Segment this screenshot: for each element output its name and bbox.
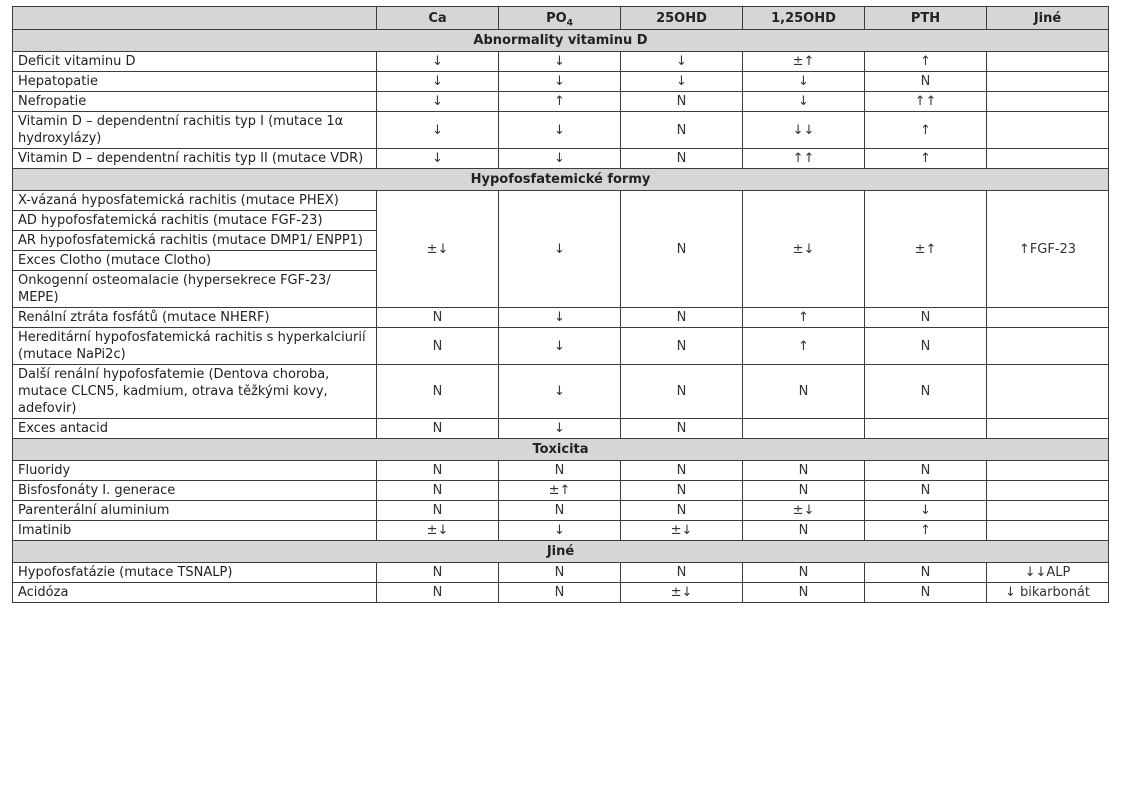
- value-cell: [987, 112, 1109, 149]
- value-cell: [865, 419, 987, 439]
- value-cell: ↓: [377, 112, 499, 149]
- value-cell: ↓: [377, 52, 499, 72]
- value-cell: ↑FGF-23: [987, 191, 1109, 308]
- section-row: [13, 30, 1109, 52]
- value-cell: ±↓: [621, 583, 743, 603]
- value-cell: N: [499, 563, 621, 583]
- value-cell: ↓: [499, 365, 621, 419]
- value-cell: ↓↓: [743, 112, 865, 149]
- value-cell: N: [377, 563, 499, 583]
- value-cell: ↑: [865, 149, 987, 169]
- row-label: X-vázaná hyposfatemická rachitis (mutace PHEX): [13, 191, 377, 211]
- value-cell: N: [743, 481, 865, 501]
- value-cell: ↓ bikarbonát: [987, 583, 1109, 603]
- value-cell: N: [621, 563, 743, 583]
- value-cell: N: [621, 149, 743, 169]
- table-row: [13, 563, 1109, 583]
- value-cell: ↑↑: [743, 149, 865, 169]
- row-label: Deficit vitaminu D: [13, 52, 377, 72]
- value-cell: ↓: [499, 521, 621, 541]
- value-cell: ±↑: [743, 52, 865, 72]
- value-cell: [987, 149, 1109, 169]
- value-cell: N: [743, 365, 865, 419]
- row-label: Bisfosfonáty I. generace: [13, 481, 377, 501]
- value-cell: N: [621, 308, 743, 328]
- value-cell: [987, 521, 1109, 541]
- row-label: Exces Clotho (mutace Clotho): [13, 251, 377, 271]
- row-label: Parenterální aluminium: [13, 501, 377, 521]
- table-row: [13, 583, 1109, 603]
- section-title: Toxicita: [13, 439, 1109, 461]
- header-corner: [13, 7, 377, 30]
- section-title: Hypofosfatemické formy: [13, 169, 1109, 191]
- row-label: Hepatopatie: [13, 72, 377, 92]
- value-cell: N: [865, 308, 987, 328]
- value-cell: N: [621, 112, 743, 149]
- value-cell: ↓: [621, 52, 743, 72]
- value-cell: ↑: [743, 328, 865, 365]
- value-cell: ↓: [621, 72, 743, 92]
- value-cell: ↓↓ALP: [987, 563, 1109, 583]
- value-cell: N: [377, 308, 499, 328]
- header-col-po4-text: PO: [546, 10, 567, 26]
- row-label: Nefropatie: [13, 92, 377, 112]
- header-col-125ohd: [743, 7, 865, 30]
- value-cell: ±↓: [743, 191, 865, 308]
- value-cell: ↓: [377, 149, 499, 169]
- section-row: [13, 439, 1109, 461]
- value-cell: ↓: [865, 501, 987, 521]
- value-cell: N: [865, 461, 987, 481]
- header-col-25ohd-text: 25OHD: [656, 10, 707, 26]
- value-cell: ↑: [865, 52, 987, 72]
- table-row: [13, 308, 1109, 328]
- value-cell: N: [743, 461, 865, 481]
- table-row: [13, 419, 1109, 439]
- value-cell: ±↑: [865, 191, 987, 308]
- row-label: AD hypofosfatemická rachitis (mutace FGF-23): [13, 211, 377, 231]
- table-row: [13, 501, 1109, 521]
- table-row: [13, 481, 1109, 501]
- value-cell: ±↓: [377, 521, 499, 541]
- section-title: Abnormality vitaminu D: [13, 30, 1109, 52]
- value-cell: N: [621, 501, 743, 521]
- row-label: Další renální hypofosfatemie (Dentova choroba, mutace CLCN5, kadmium, otrava těžkými kovy, adefovir): [13, 365, 377, 419]
- value-cell: N: [865, 481, 987, 501]
- header-row: [13, 7, 1109, 30]
- row-label: Fluoridy: [13, 461, 377, 481]
- value-cell: [987, 52, 1109, 72]
- value-cell: ↓: [499, 191, 621, 308]
- header-col-125ohd-text: 1,25OHD: [771, 10, 836, 26]
- section-row: [13, 169, 1109, 191]
- row-label: Hypofosfatázie (mutace TSNALP): [13, 563, 377, 583]
- value-cell: N: [377, 419, 499, 439]
- value-cell: [987, 72, 1109, 92]
- value-cell: N: [865, 328, 987, 365]
- table-row: [13, 112, 1109, 149]
- value-cell: N: [865, 563, 987, 583]
- value-cell: ↑: [865, 112, 987, 149]
- row-label: Exces antacid: [13, 419, 377, 439]
- row-label: Vitamin D – dependentní rachitis typ I (mutace 1α hydroxylázy): [13, 112, 377, 149]
- value-cell: N: [621, 92, 743, 112]
- value-cell: N: [499, 583, 621, 603]
- value-cell: N: [865, 583, 987, 603]
- value-cell: [987, 461, 1109, 481]
- header-col-pth-text: PTH: [910, 10, 941, 26]
- value-cell: ↓: [377, 72, 499, 92]
- value-cell: N: [865, 72, 987, 92]
- header-col-ca: [377, 7, 499, 30]
- section-row: [13, 541, 1109, 563]
- value-cell: N: [743, 521, 865, 541]
- value-cell: N: [377, 501, 499, 521]
- table-row: [13, 365, 1109, 419]
- value-cell: ±↓: [377, 191, 499, 308]
- table-row: [13, 461, 1109, 481]
- value-cell: N: [499, 461, 621, 481]
- value-cell: ↓: [499, 149, 621, 169]
- header-col-po4: [499, 7, 621, 30]
- value-cell: [987, 481, 1109, 501]
- table-row: [13, 191, 1109, 211]
- row-label: Acidóza: [13, 583, 377, 603]
- value-cell: ↓: [499, 72, 621, 92]
- row-label: Hereditární hypofosfatemická rachitis s hyperkalciurií (mutace NaPi2c): [13, 328, 377, 365]
- value-cell: [987, 365, 1109, 419]
- header-col-pth: [865, 7, 987, 30]
- value-cell: ↑↑: [865, 92, 987, 112]
- value-cell: ↓: [377, 92, 499, 112]
- table-row: [13, 92, 1109, 112]
- value-cell: N: [621, 328, 743, 365]
- header-col-po4-sub: 4: [566, 18, 573, 29]
- value-cell: ↓: [743, 72, 865, 92]
- value-cell: N: [377, 365, 499, 419]
- value-cell: [987, 501, 1109, 521]
- table-row: [13, 521, 1109, 541]
- value-cell: N: [377, 461, 499, 481]
- section-title: Jiné: [13, 541, 1109, 563]
- value-cell: [987, 308, 1109, 328]
- row-label: Vitamin D – dependentní rachitis typ II (mutace VDR): [13, 149, 377, 169]
- table-row: [13, 149, 1109, 169]
- value-cell: N: [621, 481, 743, 501]
- value-cell: [743, 419, 865, 439]
- value-cell: N: [377, 481, 499, 501]
- value-cell: ↑: [499, 92, 621, 112]
- value-cell: N: [499, 501, 621, 521]
- value-cell: N: [377, 583, 499, 603]
- header-col-jine-text: Jiné: [1033, 10, 1062, 26]
- value-cell: [987, 328, 1109, 365]
- table-body: [13, 30, 1109, 603]
- row-label: Imatinib: [13, 521, 377, 541]
- table-row: [13, 328, 1109, 365]
- header-col-ca-text: Ca: [428, 10, 447, 26]
- row-label: Onkogenní osteomalacie (hypersekrece FGF-23/ MEPE): [13, 271, 377, 308]
- value-cell: N: [743, 563, 865, 583]
- value-cell: ↓: [499, 112, 621, 149]
- value-cell: N: [621, 191, 743, 308]
- value-cell: ±↓: [621, 521, 743, 541]
- value-cell: ↓: [499, 308, 621, 328]
- row-label: AR hypofosfatemická rachitis (mutace DMP1/ ENPP1): [13, 231, 377, 251]
- header-col-25ohd: [621, 7, 743, 30]
- value-cell: N: [621, 419, 743, 439]
- lab-findings-table: [12, 6, 1109, 603]
- value-cell: ↓: [499, 328, 621, 365]
- table-row: [13, 52, 1109, 72]
- value-cell: N: [377, 328, 499, 365]
- row-label: Renální ztráta fosfátů (mutace NHERF): [13, 308, 377, 328]
- value-cell: N: [865, 365, 987, 419]
- lab-findings-table-container: [12, 6, 1108, 603]
- value-cell: [987, 92, 1109, 112]
- value-cell: ↓: [499, 419, 621, 439]
- value-cell: N: [621, 461, 743, 481]
- table-row: [13, 72, 1109, 92]
- value-cell: ↑: [865, 521, 987, 541]
- value-cell: ↑: [743, 308, 865, 328]
- value-cell: N: [743, 583, 865, 603]
- value-cell: [987, 419, 1109, 439]
- value-cell: ↓: [743, 92, 865, 112]
- value-cell: ±↑: [499, 481, 621, 501]
- value-cell: ↓: [499, 52, 621, 72]
- header-col-jine: [987, 7, 1109, 30]
- value-cell: ±↓: [743, 501, 865, 521]
- value-cell: N: [621, 365, 743, 419]
